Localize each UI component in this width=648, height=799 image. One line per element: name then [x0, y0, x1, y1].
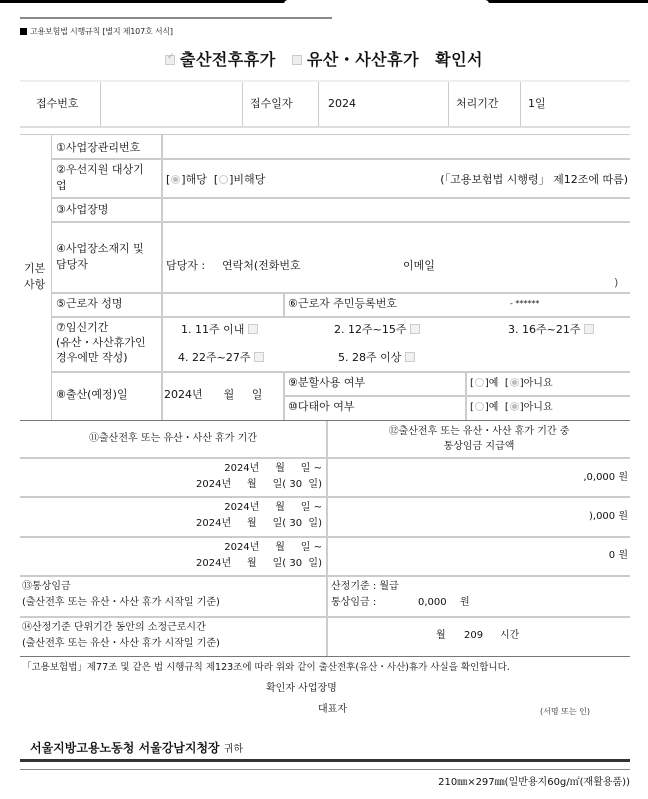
worker-rrn-label: ⑥근로자 주민등록번호 — [288, 297, 397, 310]
hours-unit: 시간 — [500, 630, 520, 641]
recipient-name: 서울지방고용노동청 서울강남지청장 — [30, 741, 220, 755]
grid-line — [465, 371, 467, 420]
confirmer-label: 확인자 사업장명 — [266, 683, 337, 694]
biz-mgmt-no-label: ①사업장관리번호 — [56, 141, 141, 154]
worker-name-field[interactable] — [166, 297, 281, 311]
top-divider — [20, 17, 332, 19]
section-divider — [20, 656, 630, 657]
grid-line — [283, 292, 285, 316]
leave-pay-header-line1: ⑫출산전후 또는 유산・사산 휴가 기간 중 — [388, 426, 570, 437]
multiple-birth-radio-group: [ ]예 [ ]아니요 — [470, 402, 553, 413]
grid-line — [51, 135, 52, 420]
hours-value[interactable]: 209 — [464, 630, 484, 641]
section-divider — [20, 420, 630, 421]
pregnancy-option-3 — [508, 323, 594, 337]
grid-line — [52, 197, 630, 199]
footer-thin-line — [20, 769, 630, 770]
radio-priority-no[interactable] — [219, 175, 228, 184]
recipient-suffix: 귀하 — [223, 744, 244, 755]
grid-line — [52, 221, 630, 223]
grid-line — [20, 536, 630, 538]
birth-date-label: ⑧출산(예정)일 — [56, 388, 128, 401]
checkbox-pregnancy-4[interactable] — [254, 352, 264, 362]
grid-line — [52, 316, 630, 318]
wage-amount-value[interactable]: 0,000 — [418, 597, 447, 608]
footer-thick-line — [20, 759, 630, 762]
grid-line — [283, 395, 630, 397]
pregnancy-label-line3: 경우에만 작성) — [56, 351, 128, 364]
split-use-label: ⑨분할사용 여부 — [288, 376, 366, 389]
grid-line — [161, 135, 163, 420]
checkbox-pregnancy-2[interactable] — [410, 324, 420, 334]
contact-close-paren: ) — [614, 276, 619, 289]
square-bullet-icon — [20, 28, 27, 35]
wage-label-line2: (출산전후 또는 유산・사산 휴가 시작일 기준) — [22, 597, 220, 608]
option-label: 4. 22주~27주 — [178, 351, 251, 364]
grid-line — [20, 575, 630, 577]
title-option-maternity: 출산전후휴가 — [179, 50, 276, 69]
divider — [448, 82, 449, 126]
document-title — [0, 47, 648, 70]
radio-multiple-no[interactable] — [510, 402, 519, 411]
form-reference — [20, 26, 173, 37]
pregnancy-option-2 — [334, 323, 420, 337]
contact-person-label: 담당자 : — [166, 259, 206, 272]
grid-line — [20, 496, 630, 498]
reception-number-field[interactable] — [102, 82, 212, 126]
divider — [100, 82, 101, 126]
birth-date-value[interactable]: 2024년 월 일 — [164, 388, 263, 401]
radio-split-no[interactable] — [510, 378, 519, 387]
checkbox-maternity-leave[interactable] — [165, 55, 175, 65]
option-label: 2. 12주~15주 — [334, 323, 407, 336]
leave-end[interactable]: 2024년 월 일( 30 일) — [196, 479, 322, 490]
option-label: 1. 11주 이내 — [181, 323, 245, 336]
option-label: 3. 16주~21주 — [508, 323, 581, 336]
representative-label: 대표자 — [318, 704, 347, 715]
multiple-yes-label: ]예 — [484, 402, 499, 413]
grid-line — [52, 292, 630, 294]
title-suffix: 확인서 — [435, 50, 484, 69]
divider — [242, 82, 243, 126]
grid-line — [283, 371, 285, 420]
divider — [318, 82, 319, 126]
pregnancy-option-1 — [181, 323, 258, 337]
biz-mgmt-no-field[interactable] — [166, 141, 626, 155]
leave-amount[interactable]: ,0,000 원 — [583, 472, 628, 483]
priority-label-line2: 업 — [56, 179, 67, 192]
section-label-basic-line1: 기본 — [24, 262, 46, 275]
split-use-radio-group: [ ]예 [ ]아니요 — [470, 378, 553, 389]
radio-multiple-yes[interactable] — [475, 402, 484, 411]
checkbox-miscarriage-leave[interactable] — [292, 55, 302, 65]
grid-line — [20, 134, 630, 135]
contact-phone-label: 연락처(전화번호 — [222, 259, 301, 272]
priority-no-label: ]비해당 — [229, 173, 266, 186]
signature-note: (서명 또는 인) — [540, 707, 590, 716]
grid-line — [52, 371, 630, 373]
hours-label-line1: ⑭산정기준 단위기간 동안의 소정근로시간 — [22, 622, 206, 633]
hours-label-line2: (출산전후 또는 유산・사산 휴가 시작일 기준) — [22, 638, 220, 649]
priority-radio-group: [ ]해당 [ ]비해당 — [166, 173, 266, 186]
paper-spec: 210㎜×297㎜(일반용지60g/㎡(재활용품)) — [438, 777, 630, 788]
leave-pay-header-line2: 통상임금 지급액 — [443, 441, 515, 452]
reception-date-value[interactable]: 2024 — [328, 97, 356, 110]
radio-priority-yes[interactable] — [171, 175, 180, 184]
radio-split-yes[interactable] — [475, 378, 484, 387]
recipient — [30, 741, 243, 757]
divider — [520, 82, 521, 126]
section-label-basic-line2: 사항 — [24, 278, 46, 291]
pregnancy-label-line2: (유산・사산휴가인 — [56, 336, 146, 349]
wage-basis: 산정기준 : 월급 — [331, 581, 399, 592]
biz-name-label: ③사업장명 — [56, 203, 109, 216]
checkbox-pregnancy-3[interactable] — [584, 324, 594, 334]
worker-name-label: ⑤근로자 성명 — [56, 297, 123, 310]
checkbox-pregnancy-1[interactable] — [248, 324, 258, 334]
wage-amount-label: 통상임금 : — [331, 597, 377, 608]
multiple-no-label: ]아니요 — [519, 402, 553, 413]
leave-end[interactable]: 2024년 월 일( 30 일) — [196, 558, 322, 569]
priority-note: (「고용보험법 시행령」 제12조에 따름) — [440, 173, 628, 186]
grid-line — [20, 457, 630, 459]
leave-start[interactable]: 2024년 월 일 ~ — [224, 502, 322, 513]
worker-rrn-value[interactable]: - ****** — [510, 299, 540, 308]
address-label-line1: ④사업장소재지 및 — [56, 242, 144, 255]
reception-date-label: 접수일자 — [250, 97, 293, 110]
grid-line — [20, 616, 630, 618]
leave-end[interactable]: 2024년 월 일( 30 일) — [196, 518, 322, 529]
contact-email-label: 이메일 — [403, 259, 435, 272]
wage-amount-unit: 원 — [460, 597, 470, 608]
reception-row — [20, 80, 630, 128]
option-label: 5. 28주 이상 — [338, 351, 402, 364]
processing-period-label: 처리기간 — [456, 97, 499, 110]
leave-period-header: ⑪출산전후 또는 유산・사산 휴가 기간 — [89, 433, 257, 444]
split-no-label: ]아니요 — [519, 378, 553, 389]
grid-line — [52, 158, 630, 160]
hours-prefix: 월 — [436, 630, 446, 641]
leave-start[interactable]: 2024년 월 일 ~ — [224, 463, 322, 474]
redacted-area — [284, 0, 489, 16]
priority-yes-label: ]해당 — [181, 173, 207, 186]
biz-name-field[interactable] — [166, 203, 626, 217]
priority-label-line1: ②우선지원 대상기 — [56, 163, 144, 176]
multiple-birth-label: ⑩다태아 여부 — [288, 400, 355, 413]
processing-period-value: 1일 — [528, 97, 546, 110]
pregnancy-option-5 — [338, 351, 415, 365]
wage-label-line1: ⑬통상임금 — [22, 581, 71, 592]
address-label-line2: 담당자 — [56, 258, 88, 271]
split-yes-label: ]예 — [484, 378, 499, 389]
title-option-miscarriage: 유산・사산휴가 — [306, 50, 420, 69]
form-reference-text: 고용보험법 시행규칙 [별지 제107호 서식] — [30, 27, 173, 36]
leave-amount[interactable]: ),000 원 — [588, 511, 628, 522]
checkbox-pregnancy-5[interactable] — [405, 352, 415, 362]
pregnancy-option-4 — [178, 351, 264, 365]
pregnancy-label-line1: ⑦임신기간 — [56, 321, 109, 334]
leave-start[interactable]: 2024년 월 일 ~ — [224, 542, 322, 553]
reception-number-label: 접수번호 — [36, 97, 79, 110]
confirmation-statement: 「고용보험법」제77조 및 같은 법 시행규칙 제123조에 따라 위와 같이 출산전후(유산・사산)휴가 사실을 확인합니다. — [22, 662, 510, 673]
leave-amount[interactable]: 0 원 — [608, 550, 628, 561]
